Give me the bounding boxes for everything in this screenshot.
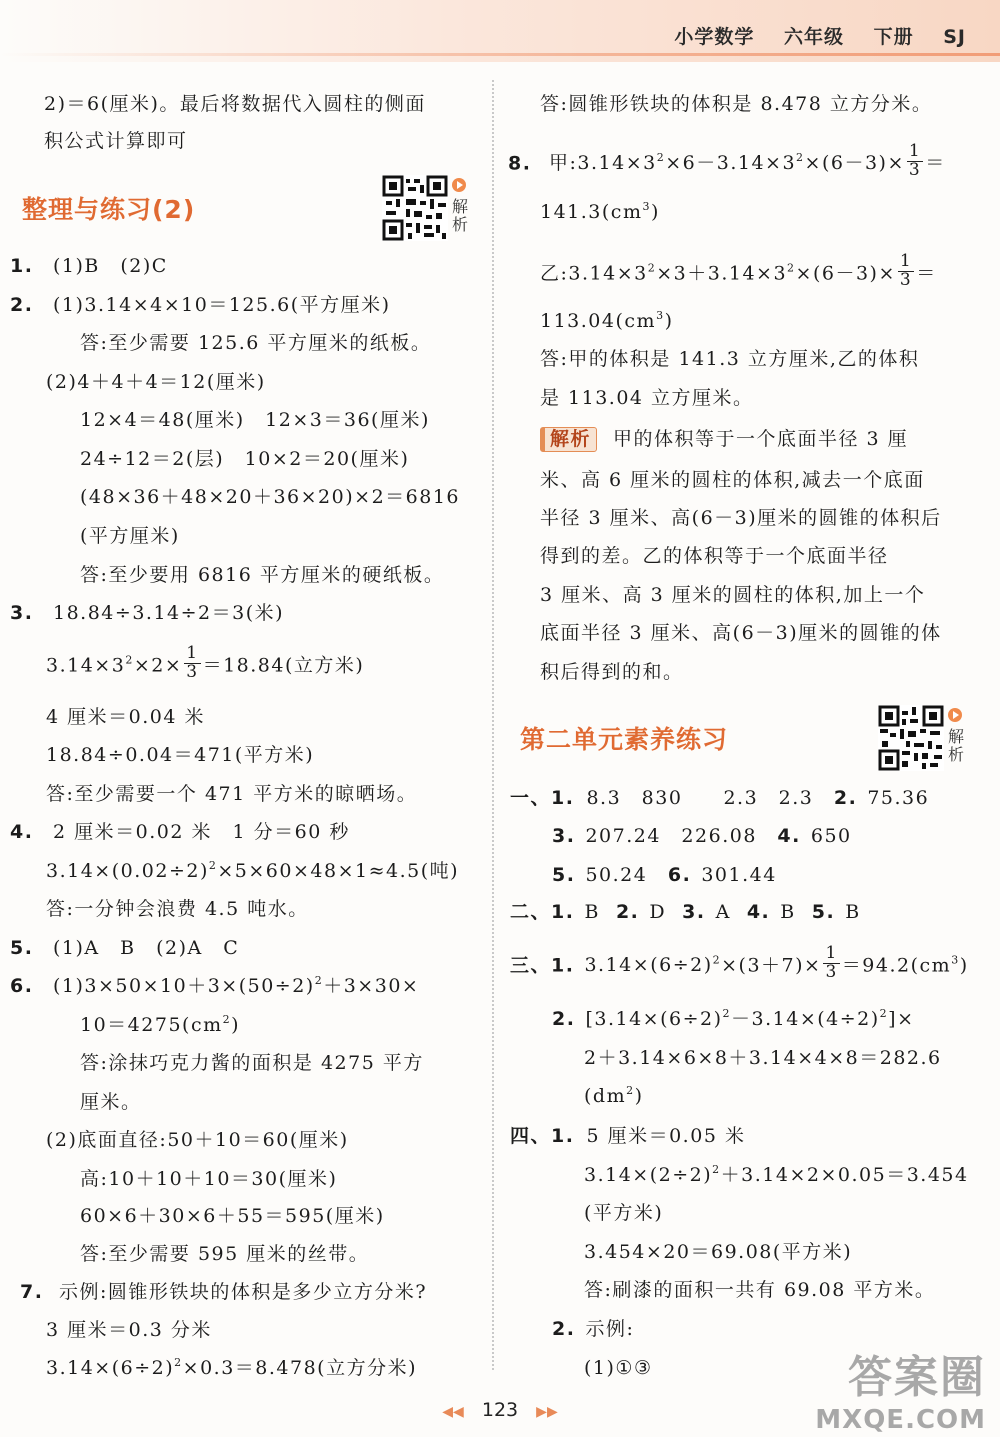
part4-line-3: (平方米) bbox=[584, 1202, 664, 1224]
prev-arrows-icon: ◀◀ bbox=[442, 1404, 464, 1420]
q8-jia-line: 8. 甲$:3.14\times 3^2\times 6-3.14\times 3^2\times(6-3)\times$ $\frac{1}{3}$ ＝ bbox=[508, 141, 946, 180]
q5-text: (1)A B (2)A C bbox=[53, 937, 240, 959]
part1-line-1: 一、1. 8.3 830 2.3 2.3 2. 75.36 bbox=[510, 787, 930, 809]
part1-line-3: 5. 50.24 6. 301.44 bbox=[552, 864, 777, 886]
q8-yi-line: 乙$:3.14\times 3^2\times 3+3.14\times 3^2\times(6-3)\times$ $\frac{1}{3}$ ＝ bbox=[540, 251, 937, 290]
part4-line-5: 答:刷漆的面积一共有 69.08 平方米。 bbox=[584, 1279, 936, 1301]
next-arrows-icon: ▶▶ bbox=[536, 1404, 558, 1420]
q8-answer-1: 答:甲的体积是 141.3 立方厘米,乙的体积 bbox=[540, 348, 920, 370]
q2-line-4: 12×4＝48(厘米) 12×3＝36(厘米) bbox=[80, 409, 430, 431]
q8-analysis-line-5: 3 厘米、高 3 厘米的圆柱的体积,加上一个 bbox=[540, 584, 926, 606]
q2-line-2: 答:至少需要 125.6 平方厘米的纸板。 bbox=[80, 332, 432, 354]
q8-analysis-line-3: 半径 3 厘米、高(6－3)厘米的圆锥的体积后 bbox=[540, 507, 942, 529]
part1-line-2: 3. 207.24 226.08 4. 650 bbox=[552, 825, 852, 847]
section-title-unit2: 第二单元素养练习 bbox=[520, 725, 729, 754]
part3-line-3: 2＋3.14×6×8＋3.14×4×8＝282.6 bbox=[584, 1047, 942, 1069]
q8-answer-2: 是 113.04 立方厘米。 bbox=[540, 387, 754, 409]
q6-line-5: (2)底面直径:50＋10＝60(厘米) bbox=[46, 1129, 349, 1151]
q2-line-1: (1)3.14×4×10＝125.6(平方厘米) bbox=[53, 294, 391, 316]
q8-jia-result: $141.3(cm^3)$ bbox=[540, 200, 660, 223]
q8-yi-result: $113.04(cm^3)$ bbox=[540, 309, 674, 332]
q6-line-6: 高:10＋10＋10＝30(厘米) bbox=[80, 1168, 338, 1190]
q8-analysis-line-4: 得到的差。乙的体积等于一个底面半径 bbox=[540, 545, 889, 567]
part4-line-4: 3.454×20＝69.08(平方米) bbox=[584, 1241, 853, 1263]
q1-number: 1. bbox=[10, 255, 34, 277]
q1-text: (1)B (2)C bbox=[53, 255, 168, 277]
header-subject: 小学数学 bbox=[674, 26, 755, 48]
q8-number: 8. bbox=[508, 152, 532, 175]
analysis-tag: 解析 bbox=[540, 427, 597, 452]
header-edition: SJ bbox=[943, 26, 966, 48]
q6-line-4: 厘米。 bbox=[80, 1091, 142, 1113]
part4-line-6: 2. 示例: bbox=[552, 1318, 635, 1340]
play-icon[interactable] bbox=[948, 708, 962, 722]
qr-code-icon[interactable] bbox=[382, 175, 448, 241]
q4-line-2: $3.14\times(0.02\div 2)^2\times 5\times 60\times 48\times 1\approx 4.5$(吨) bbox=[46, 859, 460, 882]
q7-number: 7. bbox=[20, 1281, 44, 1303]
intro-line-1: 2)＝6(厘米)。最后将数据代入圆柱的侧面 bbox=[44, 93, 426, 115]
q2-line-5: 24÷12＝2(层) 10×2＝20(厘米) bbox=[80, 448, 410, 470]
q3-number: 3. bbox=[10, 602, 34, 624]
page-number: 123 bbox=[481, 1399, 519, 1421]
watermark-url: MXQE.COM bbox=[815, 1405, 986, 1435]
watermark bbox=[815, 1341, 986, 1435]
q8-analysis-line-2: 米、高 6 厘米的圆柱的体积,减去一个底面 bbox=[540, 469, 925, 491]
section-title-practice: 整理与练习(2) bbox=[22, 195, 196, 224]
q2-number: 2. bbox=[10, 294, 34, 316]
q5-number: 5. bbox=[10, 937, 34, 959]
fraction-one-third: $\frac{1}{3}$ bbox=[186, 643, 199, 682]
part2-line: 二、1. B 2. D 3. A 4. B 5. B bbox=[510, 901, 861, 923]
q2-line-8: 答:至少要用 6816 平方厘米的硬纸板。 bbox=[80, 564, 445, 586]
q6-line-2: $10=4275(cm^2)$ bbox=[80, 1013, 241, 1036]
q3-line-1: 18.84÷3.14÷2＝3(米) bbox=[53, 602, 285, 624]
fraction-one-third: $\frac{1}{3}$ bbox=[899, 251, 913, 290]
part4-line-2: $3.14\times(2\div 2)^2+3.14\times 2\times 0.05=3.454$ bbox=[584, 1163, 969, 1186]
q8-analysis-line-1: 解析 甲的体积等于一个底面半径 3 厘 bbox=[540, 427, 908, 452]
q6-line-1: $(1)3\times 50\times 10+3\times(50\div 2)^2+3\times 30\times$ bbox=[53, 974, 420, 997]
q2-line-7: (平方厘米) bbox=[80, 525, 180, 547]
q7-line-1: 示例:圆锥形铁块的体积是多少立方分米? bbox=[59, 1281, 428, 1303]
qr-code-icon[interactable] bbox=[878, 705, 944, 771]
q6-line-7: 60×6＋30×6＋55＝595(厘米) bbox=[80, 1205, 385, 1227]
q3-line-4: 18.84÷0.04＝471(平方米) bbox=[46, 744, 315, 766]
qr-analysis-label: 解析 bbox=[451, 197, 468, 234]
play-icon[interactable] bbox=[452, 178, 466, 192]
q6-line-3: 答:涂抹巧克力酱的面积是 4275 平方 bbox=[80, 1052, 424, 1074]
fraction-one-third: $\frac{1}{3}$ bbox=[908, 141, 922, 180]
q4-line-3: 答:一分钟会浪费 4.5 吨水。 bbox=[46, 898, 309, 920]
intro-line-2: 积公式计算即可 bbox=[44, 130, 188, 152]
q6-line-8: 答:至少需要 595 厘米的丝带。 bbox=[80, 1243, 370, 1265]
part3-line-1: 三、1. $3.14\times(6\div 2)^2\times(3+7)\times$ $\frac{1}{3}$ $=94.2(cm^3)$ bbox=[510, 943, 969, 982]
header-text bbox=[652, 22, 966, 49]
part3-line-2: 2. $[3.14\times(6\div 2)^2-3.14\times(4\div 2)^2]\times$ bbox=[552, 1007, 915, 1030]
q8-analysis-line-7: 积后得到的和。 bbox=[540, 661, 684, 683]
q8-analysis-line-6: 底面半径 3 厘米、高(6－3)厘米的圆锥的体 bbox=[540, 622, 942, 644]
fraction-one-third: $\frac{1}{3}$ bbox=[825, 943, 838, 982]
part3-line-4: $(dm^2)$ bbox=[584, 1084, 644, 1107]
column-divider bbox=[492, 80, 494, 1370]
q7-answer: 答:圆锥形铁块的体积是 8.478 立方分米。 bbox=[540, 93, 933, 115]
q7-line-2: 3 厘米＝0.3 分米 bbox=[46, 1319, 212, 1341]
header-grade: 六年级 bbox=[783, 26, 844, 48]
q3-line-2: $3.14\times 3^2\times 2\times$ $\frac{1}{3}$ ＝18.84(立方米) bbox=[46, 643, 365, 682]
q3-line-3: 4 厘米＝0.04 米 bbox=[46, 706, 205, 728]
q4-line-1: 2 厘米＝0.02 米 1 分＝60 秒 bbox=[53, 821, 350, 843]
part4-line-7: (1)①③ bbox=[584, 1357, 653, 1379]
qr-analysis-label: 解析 bbox=[947, 727, 964, 764]
q7-line-3: $3.14\times(6\div 2)^2\times 0.3=8.478$(立方分米) bbox=[46, 1356, 418, 1379]
part4-line-1: 四、1. 5 厘米＝0.05 米 bbox=[510, 1125, 746, 1147]
header-volume: 下册 bbox=[873, 26, 914, 48]
q2-line-3: (2)4＋4＋4＝12(厘米) bbox=[46, 371, 266, 393]
q3-line-5: 答:至少需要一个 471 平方米的晾晒场。 bbox=[46, 783, 418, 805]
q4-number: 4. bbox=[10, 821, 34, 843]
watermark-title: 答案圈 bbox=[848, 1352, 986, 1403]
q6-number: 6. bbox=[10, 975, 34, 997]
q2-line-6: (48×36＋48×20＋36×20)×2＝6816 bbox=[80, 486, 461, 508]
